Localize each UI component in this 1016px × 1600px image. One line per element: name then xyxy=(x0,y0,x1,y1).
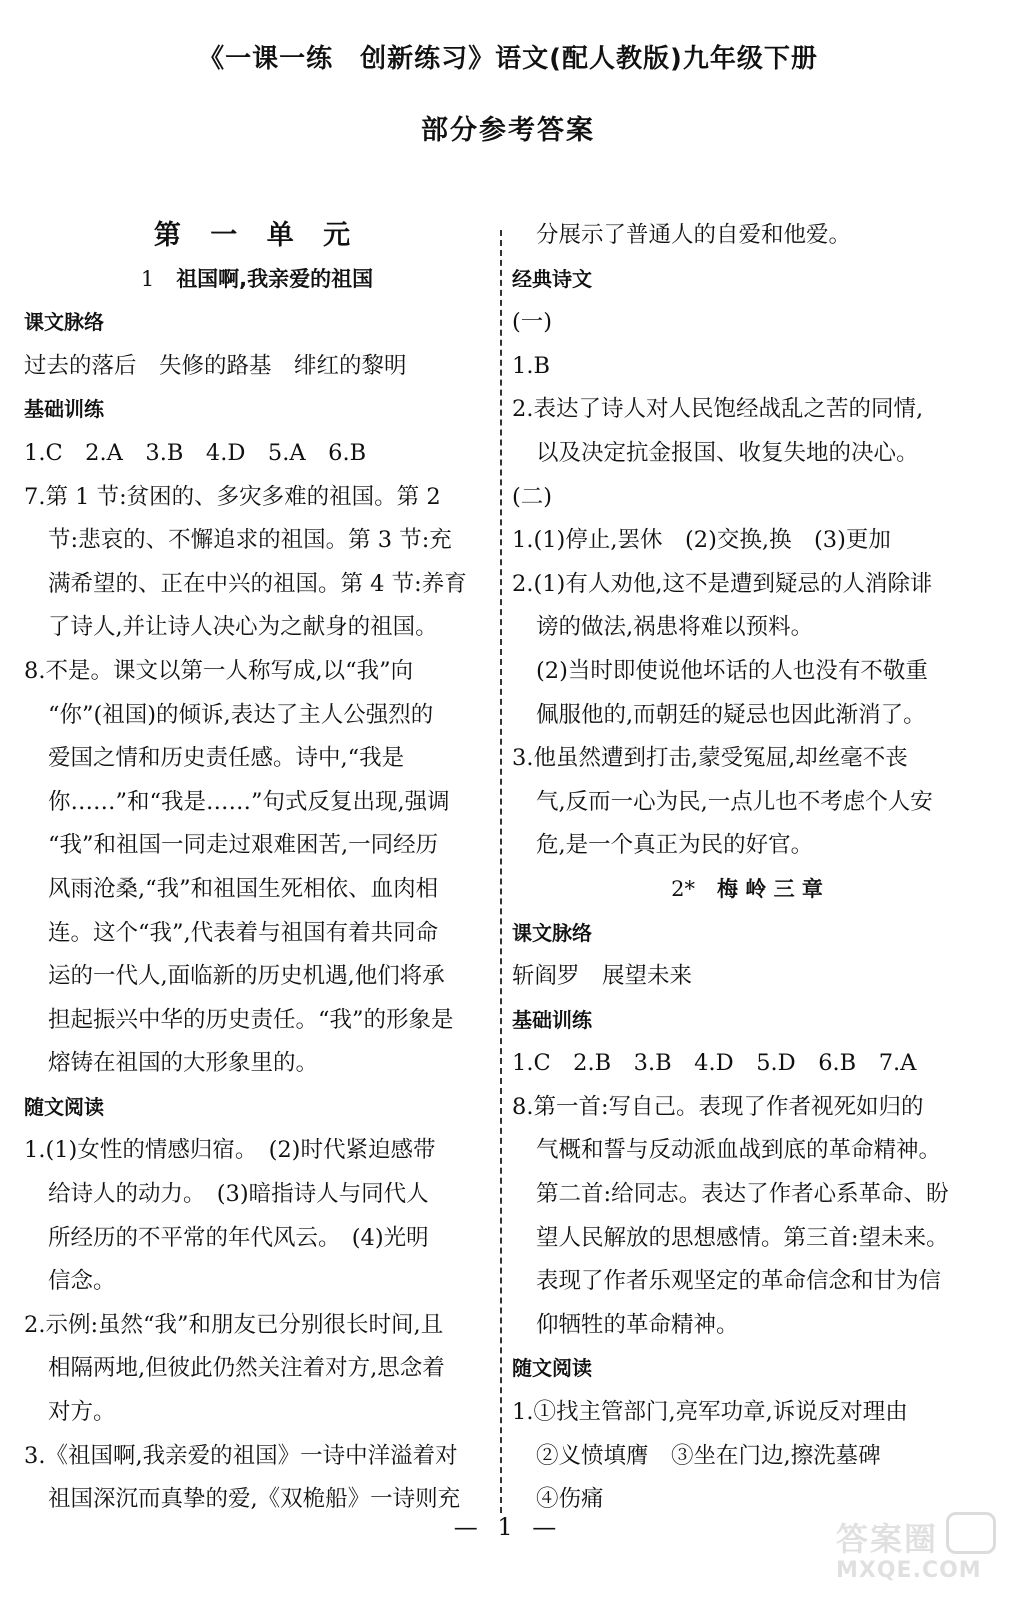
section-heading: 经典诗文 xyxy=(512,266,592,291)
answer-line: “你”(祖国)的倾诉,表达了主人公强烈的 xyxy=(48,701,434,728)
answer-line: 危,是一个真正为民的好官。 xyxy=(536,832,814,859)
section-heading: 基础训练 xyxy=(24,397,104,422)
answer-line: 分展示了普通人的自爱和他爱。 xyxy=(536,222,852,248)
lesson-heading-2 xyxy=(512,868,982,912)
answer-line: 8.第一首:写自己。表现了作者视死如归的 xyxy=(512,1093,924,1120)
answer-line: 以及决定抗金报国、收复失地的决心。 xyxy=(536,439,919,466)
answer-line: 运的一代人,面临新的历史机遇,他们将承 xyxy=(48,963,445,990)
answer-line: 8.不是。课文以第一人称写成,以“我”向 xyxy=(24,657,414,684)
answer-line: 过去的落后 失修的路基 绯红的黎明 xyxy=(24,352,407,379)
left-column xyxy=(24,214,490,1522)
answer-line: 3.《祖国啊,我亲爱的祖国》一诗中洋溢着对 xyxy=(24,1442,458,1469)
column-divider xyxy=(500,230,502,1513)
answer-line: ②义愤填膺 ③坐在门边,擦洗墓碑 xyxy=(536,1442,881,1469)
watermark-logo xyxy=(826,1512,1006,1592)
answer-line: 2.表达了诗人对人民饱经战乱之苦的同情, xyxy=(512,396,924,423)
answer-line: 对方。 xyxy=(48,1399,116,1426)
answer-line: 风雨沧桑,“我”和祖国生死相依、血肉相 xyxy=(48,875,439,902)
answer-line: 节:悲哀的、不懈追求的祖国。第 3 节:充 xyxy=(48,527,452,554)
section-heading: 随文阅读 xyxy=(512,1356,592,1381)
lesson-title: 祖国啊,我亲爱的祖国 xyxy=(176,266,374,291)
answer-line: 给诗人的动力。 (3)暗指诗人与同代人 xyxy=(48,1181,429,1208)
answer-line: 2.(1)有人劝他,这不是遭到疑忌的人消除诽 xyxy=(512,570,933,597)
answer-line: 仰牺牲的革命精神。 xyxy=(536,1311,739,1338)
answer-line: 2.示例:虽然“我”和朋友已分别很长时间,且 xyxy=(24,1311,444,1338)
answer-line: (2)当时即使说他坏话的人也没有不敬重 xyxy=(536,657,928,684)
section-heading: 基础训练 xyxy=(512,1007,592,1032)
answer-line: 信念。 xyxy=(48,1268,116,1295)
answer-line: 1.①找主管部门,亮军功章,诉说反对理由 xyxy=(512,1399,908,1426)
watermark-text: 答案圈 xyxy=(836,1520,939,1558)
answer-line: 佩服他的,而朝廷的疑忌也因此渐消了。 xyxy=(536,701,926,728)
answer-line: 熔铸在祖国的大形象里的。 xyxy=(48,1050,319,1077)
answer-line: 第二首:给同志。表达了作者心系革命、盼 xyxy=(536,1181,949,1208)
answer-line: 斩阎罗 展望未来 xyxy=(512,963,693,990)
section-heading: 课文脉络 xyxy=(512,920,592,945)
answer-line: 担起振兴中华的历史责任。“我”的形象是 xyxy=(48,1006,454,1033)
answer-line: (二) xyxy=(512,483,553,510)
answer-line: 了诗人,并让诗人决心为之献身的祖国。 xyxy=(48,614,438,641)
section-heading: 随文阅读 xyxy=(24,1094,104,1119)
lesson-heading-1 xyxy=(24,258,490,302)
document-title: 《一课一练 创新练习》语文(配人教版)九年级下册 xyxy=(198,44,818,74)
answer-line: 你……”和“我是……”句式反复出现,强调 xyxy=(48,788,450,815)
watermark-icon xyxy=(946,1512,996,1554)
answer-line: 1.C 2.A 3.B 4.D 5.A 6.B xyxy=(24,439,367,466)
answer-line: 1.C 2.B 3.B 4.D 5.D 6.B 7.A xyxy=(512,1050,917,1077)
answer-line: 1.(1)停止,罢休 (2)交换,换 (3)更加 xyxy=(512,527,891,554)
answer-line: 满希望的、正在中兴的祖国。第 4 节:养育 xyxy=(48,570,467,597)
answer-line: 相隔两地,但彼此仍然关注着对方,思念着 xyxy=(48,1355,445,1382)
lesson-number: 1 xyxy=(140,266,155,291)
answer-line: 所经历的不平常的年代风云。 (4)光明 xyxy=(48,1224,429,1251)
answer-line: 气,反而一心为民,一点儿也不考虑个人安 xyxy=(536,788,933,815)
answer-line: 望人民解放的思想感情。第三首:望未来。 xyxy=(536,1224,949,1251)
answer-line: 表现了作者乐观坚定的革命信念和甘为信 xyxy=(536,1268,942,1295)
answer-line: 祖国深沉而真挚的爱,《双桅船》一诗则充 xyxy=(48,1486,461,1513)
section-heading: 课文脉络 xyxy=(24,310,104,335)
answer-line: 7.第 1 节:贫困的、多灾多难的祖国。第 2 xyxy=(24,483,441,510)
unit-title: 第 一 单 元 xyxy=(153,220,361,251)
lesson-title: 梅 岭 三 章 xyxy=(716,876,823,901)
document-subtitle: 部分参考答案 xyxy=(421,115,595,146)
watermark-url: MXQE.COM xyxy=(836,1558,982,1583)
answer-line: 爱国之情和历史责任感。诗中,“我是 xyxy=(48,745,405,772)
answer-line: “我”和祖国一同走过艰难困苦,一同经历 xyxy=(48,832,439,859)
answer-line: 3.他虽然遭到打击,蒙受冤屈,却丝毫不丧 xyxy=(512,745,908,772)
answer-line: ④伤痛 xyxy=(536,1486,604,1513)
lesson-number: 2* xyxy=(671,876,695,901)
page-number: — 1 — xyxy=(453,1513,563,1541)
answer-line: 1.(1)女性的情感归宿。 (2)时代紧迫感带 xyxy=(24,1137,436,1164)
answer-line: 谤的做法,祸患将难以预料。 xyxy=(536,614,814,641)
right-column xyxy=(512,214,982,1522)
answer-line: 气概和誓与反动派血战到底的革命精神。 xyxy=(536,1137,942,1164)
answer-line: 1.B xyxy=(512,352,551,379)
answer-line: 连。这个“我”,代表着与祖国有着共同命 xyxy=(48,919,439,946)
answer-line: (一) xyxy=(512,309,553,336)
